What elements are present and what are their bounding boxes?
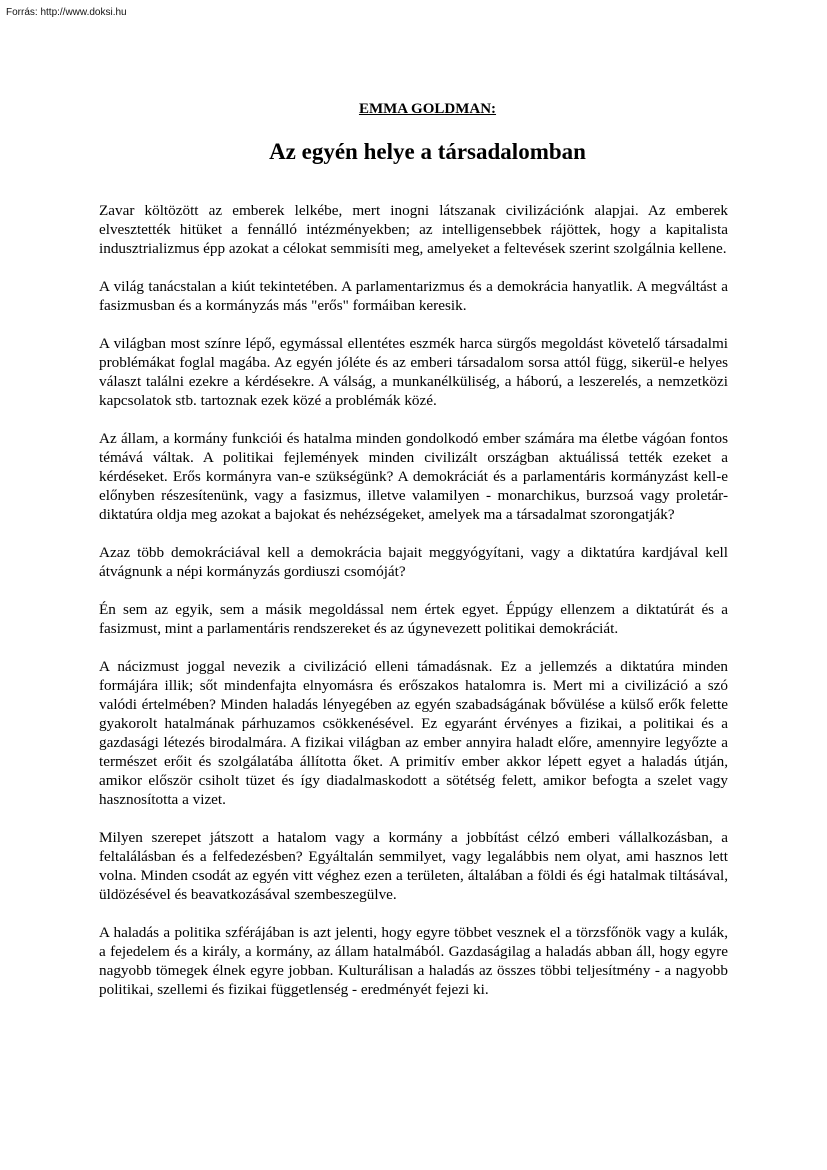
paragraph: Én sem az egyik, sem a másik megoldással nem értek egyet. Éppúgy ellenzem a diktatúrát és a fasizmust, mint a parlamentáris rendszereket és az úgynevezett politikai demokráciát.	[99, 601, 728, 637]
author-heading: EMMA GOLDMAN:	[358, 101, 497, 117]
paragraph: Az állam, a kormány funkciói és hatalma minden gondolkodó ember számára ma életbe vágóan fontos témává váltak. A politikai fejlemények minden civilizált országban aktuálissá tették ezeket a kérdéseket. Erős kormányra van-e szükségünk? A demokráciát és a parlamentáris kormányzást kell-e előnyben részesítenünk, vagy a fasizmus, illetve valamilyen - monarchikus, burzsoá vagy proletár-diktatúra oldja meg azokat a bajokat és nehézségeket, amelyek ma a társadalmat szorongatják?	[99, 430, 728, 523]
paragraph: A haladás a politika szférájában is azt jelenti, hogy egyre többet vesznek el a törzsfőnök vagy a kulák, a fejedelem és a király, a kormány, az állam hatalmából. Gazdaságilag a haladás abban áll, hogy egyre nagyobb tömegek élnek egyre jobban. Kulturálisan a haladás az összes többi teljesítmény - a nagyobb politikai, szellemi és fizikai függetlenség - eredményét fejezi ki.	[99, 924, 728, 998]
paragraph: A világban most színre lépő, egymással ellentétes eszmék harca sürgős megoldást követelő társadalmi problémákat foglal magába. Az egyén jóléte és az emberi társadalom sorsa attól függ, sikerül-e helyes választ találni ezekre a kérdésekre. A válság, a munkanélküliség, a háború, a leszerelés, a nemzetközi kapcsolatok stb. tartoznak ezek közé a problémák közé.	[99, 335, 728, 409]
paragraph: Zavar költözött az emberek lelkébe, mert inogni látszanak civilizációnk alapjai. Az emberek elvesztették hitüket a fennálló intézményekben; az intelligensebbek rájöttek, hogy a kapitalista indusztrializmus épp azokat a célokat semmisíti meg, amelyeket a feltevések szerint szolgálnia kellene.	[99, 202, 728, 257]
document-page	[99, 100, 728, 1018]
document-body	[99, 201, 728, 999]
paragraph: A világ tanácstalan a kiút tekintetében. A parlamentarizmus és a demokrácia hanyatlik. A megváltást a fasizmusban és a kormányzás más "erős" formáiban keresik.	[99, 278, 728, 314]
paragraph: A nácizmust joggal nevezik a civilizáció elleni támadásnak. Ez a jellemzés a diktatúra minden formájára illik; sőt mindenfajta elnyomásra és erőszakos hatalomra is. Mert mi a civilizáció a szó valódi értelmében? Minden haladás lényegében az egyén szabadságának bővülése a külső erők felette gyakorolt hatalmának párhuzamos csökkenésével. Ez egyaránt érvényes a fizikai, a politikai és a gazdasági létezés birodalmára. A fizikai világban az ember annyira haladt előre, amennyire legyőzte a természet erőit és szolgálatába állította őket. A primitív ember akkor lépett egyet a haladás útján, amikor először csiholt tüzet és így diadalmaskodott a sötétség felett, amikor befogta a szelet vagy hasznosította a vizet.	[99, 658, 728, 808]
source-watermark: Forrás: http://www.doksi.hu	[6, 7, 127, 18]
paragraph: Azaz több demokráciával kell a demokrácia bajait meggyógyítani, vagy a diktatúra kardjával kell átvágnunk a népi kormányzás gordiuszi csomóját?	[99, 544, 728, 580]
document-title: Az egyén helye a társadalomban	[269, 139, 586, 164]
paragraph: Milyen szerepet játszott a hatalom vagy a kormány a jobbítást célzó emberi vállalkozásban, a feltalálásban és a felfedezésben? Egyáltalán semmilyet, vagy legalábbis nem olyat, ami hasznos lett volna. Minden csodát az egyén vitt véghez ezen a területen, általában a földi és égi hatalmak tiltásával, üldözésével és beavatkozásával szembeszegülve.	[99, 829, 728, 903]
